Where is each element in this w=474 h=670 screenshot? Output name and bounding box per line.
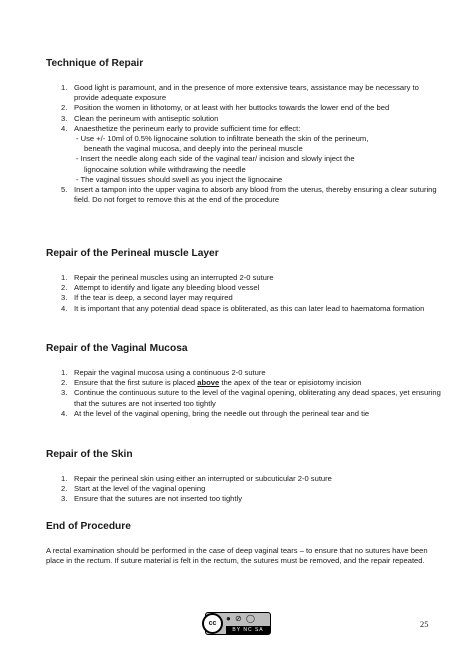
- sub-item: - The vaginal tissues should swell as you inject the lignocaine: [76, 174, 283, 184]
- list-item: 3. Ensure that the sutures are not inserted too tightly: [61, 494, 243, 504]
- heading-skin: Repair of the Skin: [46, 449, 133, 460]
- list-item: 2. Start at the level of the vaginal opening: [61, 484, 206, 494]
- item-text: Insert a tampon into the upper vagina to absorb any blood from the uterus, thereby ensuring a clear suturing field. Do not forget to remove this at the end of the procedure: [74, 185, 437, 205]
- item-text: Clean the perineum with antiseptic solution: [74, 113, 219, 123]
- heading-end: End of Procedure: [46, 521, 131, 532]
- list-item: 1. Repair the vaginal mucosa using a continuous 2-0 suture: [61, 368, 266, 377]
- item-text: At the level of the vaginal opening, bring the needle out through the perineal tear and tie: [74, 408, 370, 418]
- list-item: 4. It is important that any potential dead space is obliterated, as this can later lead to haematoma formation: [61, 303, 425, 313]
- item-text: Anaesthetize the perineum early to provide sufficient time for effect:: [74, 123, 301, 133]
- item-text: Ensure that the sutures are not inserted too tightly: [74, 494, 243, 504]
- item-text: Position the women in lithotomy, or at least with her buttocks towards the lower end of the bed: [74, 103, 390, 113]
- list-item: 2. Ensure that the first suture is placed above the apex of the tear or episiotomy incision: [61, 378, 362, 388]
- list-item: 3. Continue the continuous suture to the level of the vaginal opening, obliterating any dead spaces, yet ensuring that the sutures are not inserted too tightly: [61, 388, 441, 408]
- list-item: 1. Repair the perineal skin using either an interrupted or subcuticular 2-0 suture: [61, 474, 332, 483]
- license-label: BY NC SA: [226, 626, 270, 634]
- heading-muscle: Repair of the Perineal muscle Layer: [46, 248, 219, 259]
- license-icons: ● ⊘ ◯: [226, 614, 256, 623]
- item-text: Repair the vaginal mucosa using a continuous 2-0 suture: [74, 368, 266, 377]
- item-text: If the tear is deep, a second layer may required: [74, 293, 233, 303]
- list-item: 2. Position the women in lithotomy, or at least with her buttocks towards the lower end of the bed: [61, 103, 390, 113]
- item-text: Good light is paramount, and in the presence of more extensive tears, assistance may be necessary to provide adequate exposure: [74, 83, 419, 103]
- list-item: 3. If the tear is deep, a second layer may required: [61, 293, 233, 303]
- sub-item: - Insert the needle along each side of the vaginal tear/ incision and slowly inject the lignocaine solution while withdrawing the needle: [76, 154, 355, 174]
- list-item: 2. Attempt to identify and ligate any bleeding blood vessel: [61, 283, 260, 293]
- item-text: Repair the perineal skin using either an interrupted or subcuticular 2-0 suture: [74, 474, 332, 483]
- page-number: 25: [420, 620, 429, 629]
- item-text: Attempt to identify and ligate any bleeding blood vessel: [74, 283, 260, 293]
- list-item: 1. Repair the perineal muscles using an interrupted 2-0 suture: [61, 273, 274, 282]
- list-item: 4. Anaesthetize the perineum early to provide sufficient time for effect: - Use +/- 10ml of 0.5% lignocaine solution to infiltrate beneath the skin of the perineum, beneath the vaginal mucosa, and deeply into the perineal muscle - Insert the needle along each side of the vaginal tear/ incision and slowly inject the lignocaine solution while withdrawing the needle - The vaginal tissues should swell as you inject the lignocaine: [46, 124, 441, 185]
- list-item: 3. Clean the perineum with antiseptic solution: [61, 113, 219, 123]
- list-technique: [46, 83, 441, 205]
- list-skin: [46, 474, 441, 505]
- list-item: 4. At the level of the vaginal opening, bring the needle out through the perineal tear and tie: [61, 408, 370, 418]
- emphasis-above: above: [197, 378, 220, 388]
- heading-mucosa: Repair of the Vaginal Mucosa: [46, 343, 188, 354]
- item-text: Start at the level of the vaginal opening: [74, 484, 206, 494]
- list-muscle: [46, 273, 441, 314]
- item-text: Repair the perineal muscles using an interrupted 2-0 suture: [74, 273, 274, 282]
- sub-item: - Use +/- 10ml of 0.5% lignocaine solution to infiltrate beneath the skin of the perineum, beneath the vaginal mucosa, and deeply into the perineal muscle: [76, 134, 369, 154]
- list-item: 5. Insert a tampon into the upper vagina to absorb any blood from the uterus, thereby ensuring a clear suturing field. Do not forget to remove this at the end of the procedure: [61, 185, 437, 205]
- list-mucosa: [46, 368, 441, 419]
- item-text: Continue the continuous suture to the level of the vaginal opening, obliterating any dead spaces, yet ensuring that the sutures are not inserted too tightly: [74, 388, 441, 408]
- creative-commons-license-badge: [205, 612, 271, 635]
- list-item: 1. Good light is paramount, and in the presence of more extensive tears, assistance may be necessary to provide adequate exposure: [61, 83, 419, 103]
- item-text: Ensure that the first suture is placed above the apex of the tear or episiotomy incision: [74, 378, 362, 388]
- cc-icon: cc: [202, 613, 223, 634]
- heading-technique: Technique of Repair: [46, 58, 144, 69]
- end-paragraph: A rectal examination should be performed in the case of deep vaginal tears – to ensure that no sutures have been place in the rectum. If suture material is felt in the rectum, the sutures must be removed, and the repair repeated.: [46, 546, 428, 566]
- item-text: It is important that any potential dead space is obliterated, as this can later lead to haematoma formation: [74, 303, 425, 313]
